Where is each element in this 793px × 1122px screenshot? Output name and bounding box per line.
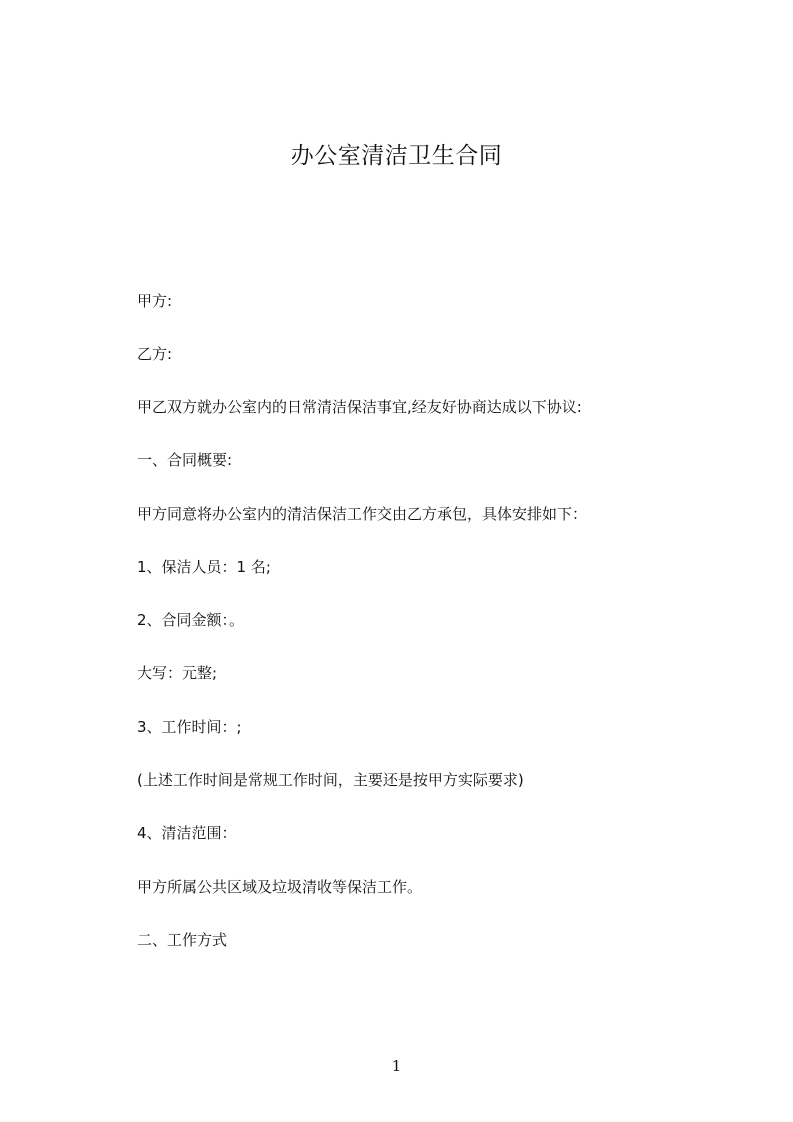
section-heading-contract-summary: 一、合同概要: — [137, 451, 233, 469]
agreement-intro: 甲乙双方就办公室内的日常清洁保洁事宜,经友好协商达成以下协议: — [137, 398, 582, 416]
work-hours-line: 3、工作时间：; — [137, 718, 242, 736]
document-title: 办公室清洁卫生合同 — [290, 143, 503, 169]
page-number: 1 — [391, 1057, 402, 1075]
amount-in-words-line: 大写：元整; — [137, 664, 218, 682]
cleaning-staff-line: 1、保洁人员：1 名; — [137, 558, 271, 576]
section-heading-work-method: 二、工作方式 — [137, 931, 228, 949]
party-a-line: 甲方: — [137, 292, 173, 310]
cleaning-scope-text: 甲方所属公共区域及垃圾清收等保洁工作。 — [137, 878, 423, 896]
party-b-line: 乙方: — [137, 345, 173, 363]
contract-amount-line: 2、合同金额：。 — [137, 611, 245, 629]
cleaning-scope-line: 4、清洁范围： — [137, 824, 237, 842]
contract-summary-text: 甲方同意将办公室内的清洁保洁工作交由乙方承包，具体安排如下： — [137, 505, 588, 523]
work-hours-note: (上述工作时间是常规工作时间，主要还是按甲方实际要求) — [137, 771, 524, 789]
